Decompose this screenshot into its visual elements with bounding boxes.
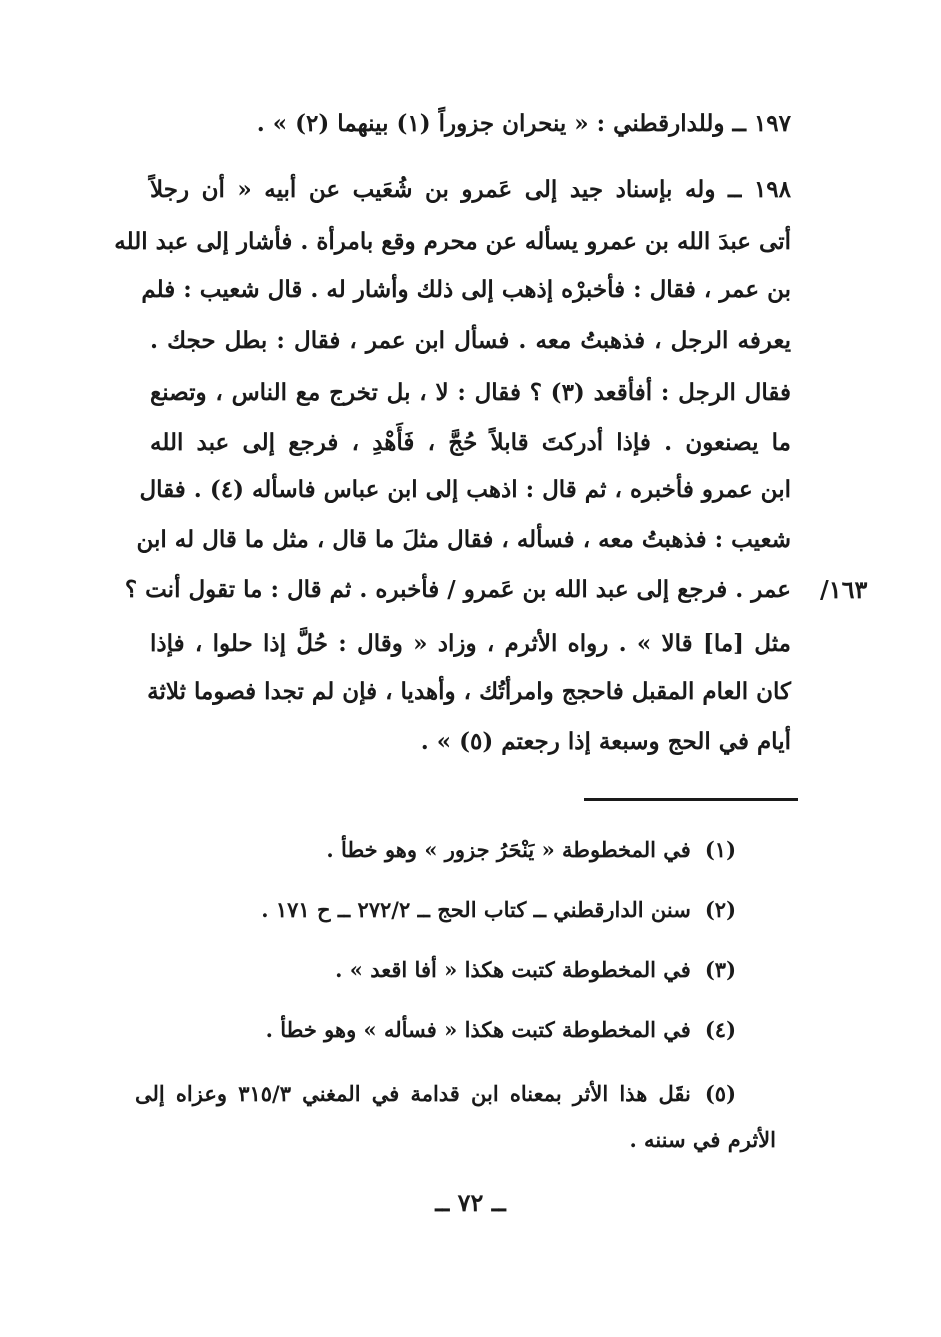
footnote-text: في المخطوطة كتبت هكذا « فسأله » وهو خطأ . [265,1017,691,1042]
footnote-text: في المخطوطة « يَنْحَرُ جزور » وهو خطأ . [326,837,691,862]
footnote-text: الأثرم في سننه . [629,1127,776,1152]
hadith-198-line-1: ١٩٨ ــ وله بإسناد جيد إلى عَمرو بن شُعَيب عن أبيه « أن رجلاً [150,176,791,203]
hadith-198-line-2: أتى عبدَ الله بن عمرو يسأله عن محرم وقع بامرأة . فأشار إلى عبد الله [114,228,791,255]
footnote-number: (٥) [704,1081,736,1106]
footnote-1 [326,832,736,868]
footnote-5-continued [629,1122,776,1158]
footnote-3 [335,952,736,988]
hadith-198-line-9: عمر . فرجع إلى عبد الله بن عَمرو / فأخبره . ثم قال : ما تقول أنت ؟ [124,576,791,603]
hadith-197: ١٩٧ ــ وللدارقطني : « ينحران جزوراً (١) بينهما (٢) » . [256,110,791,137]
footnote-number: (٣) [704,957,736,982]
footnote-number: (٢) [704,897,736,922]
hadith-198-line-3: بن عمر ، فقال : فأخبرْه إذهب إلى ذلك وأشار له . قال شعيب : فلم [141,276,791,303]
page-number: ــ ٧٢ ــ [435,1188,506,1217]
hadith-198-line-8: شعيب : فذهبتُ معه ، فسأله ، فقال مثلَ ما قال ، مثل ما قال له ابن [136,526,791,553]
hadith-198-line-5: فقال الرجل : أفأقعد (٣) ؟ فقال : لا ، بل تخرج مع الناس ، وتصنع [150,379,791,406]
footnote-separator [584,798,798,801]
footnote-text: في المخطوطة كتبت هكذا « أفا اقعد » . [335,957,691,982]
hadith-198-line-11: كان العام المقبل فاحجج وامرأتُك ، وأهديا ، فإن لم تجدا فصوما ثلاثة [147,678,791,705]
footnote-number: (١) [704,837,736,862]
footnote-2 [261,892,736,928]
footnote-5 [135,1076,736,1112]
hadith-198-line-7: ابن عمرو فأخبره ، ثم قال : اذهب إلى ابن عباس فاسأله (٤) . فقال [139,476,791,503]
footnote-4 [266,1012,736,1048]
footnote-text: نقَل هذا الأثر بمعناه ابن قدامة في المغني ٣١٥/٣ وعزاه إلى [135,1081,691,1106]
hadith-198-line-10: مثل [ما] قالا » . رواه الأثرم ، وزاد « وقال : حُلَّ إذا حلوا ، فإذا [150,630,791,657]
hadith-198-line-4: يعرفه الرجل ، فذهبتُ معه . فسأل ابن عمر ، فقال : بطل حجك . [150,327,791,354]
footnote-text: سنن الدارقطني ــ كتاب الحج ــ ٢٧٢/٢ ــ ح ١٧١ . [261,897,691,922]
footnote-number: (٤) [704,1017,736,1042]
manuscript-folio-marker: ١٦٣/ [820,575,868,604]
hadith-198-line-12: أيام في الحج وسبعة إذا رجعتم (٥) » . [420,728,791,755]
hadith-198-line-6: ما يصنعون . فإذا أدركتَ قابلاً حُجَّ ، فَأَهْدِ ، فرجع إلى عبد الله [150,429,791,456]
